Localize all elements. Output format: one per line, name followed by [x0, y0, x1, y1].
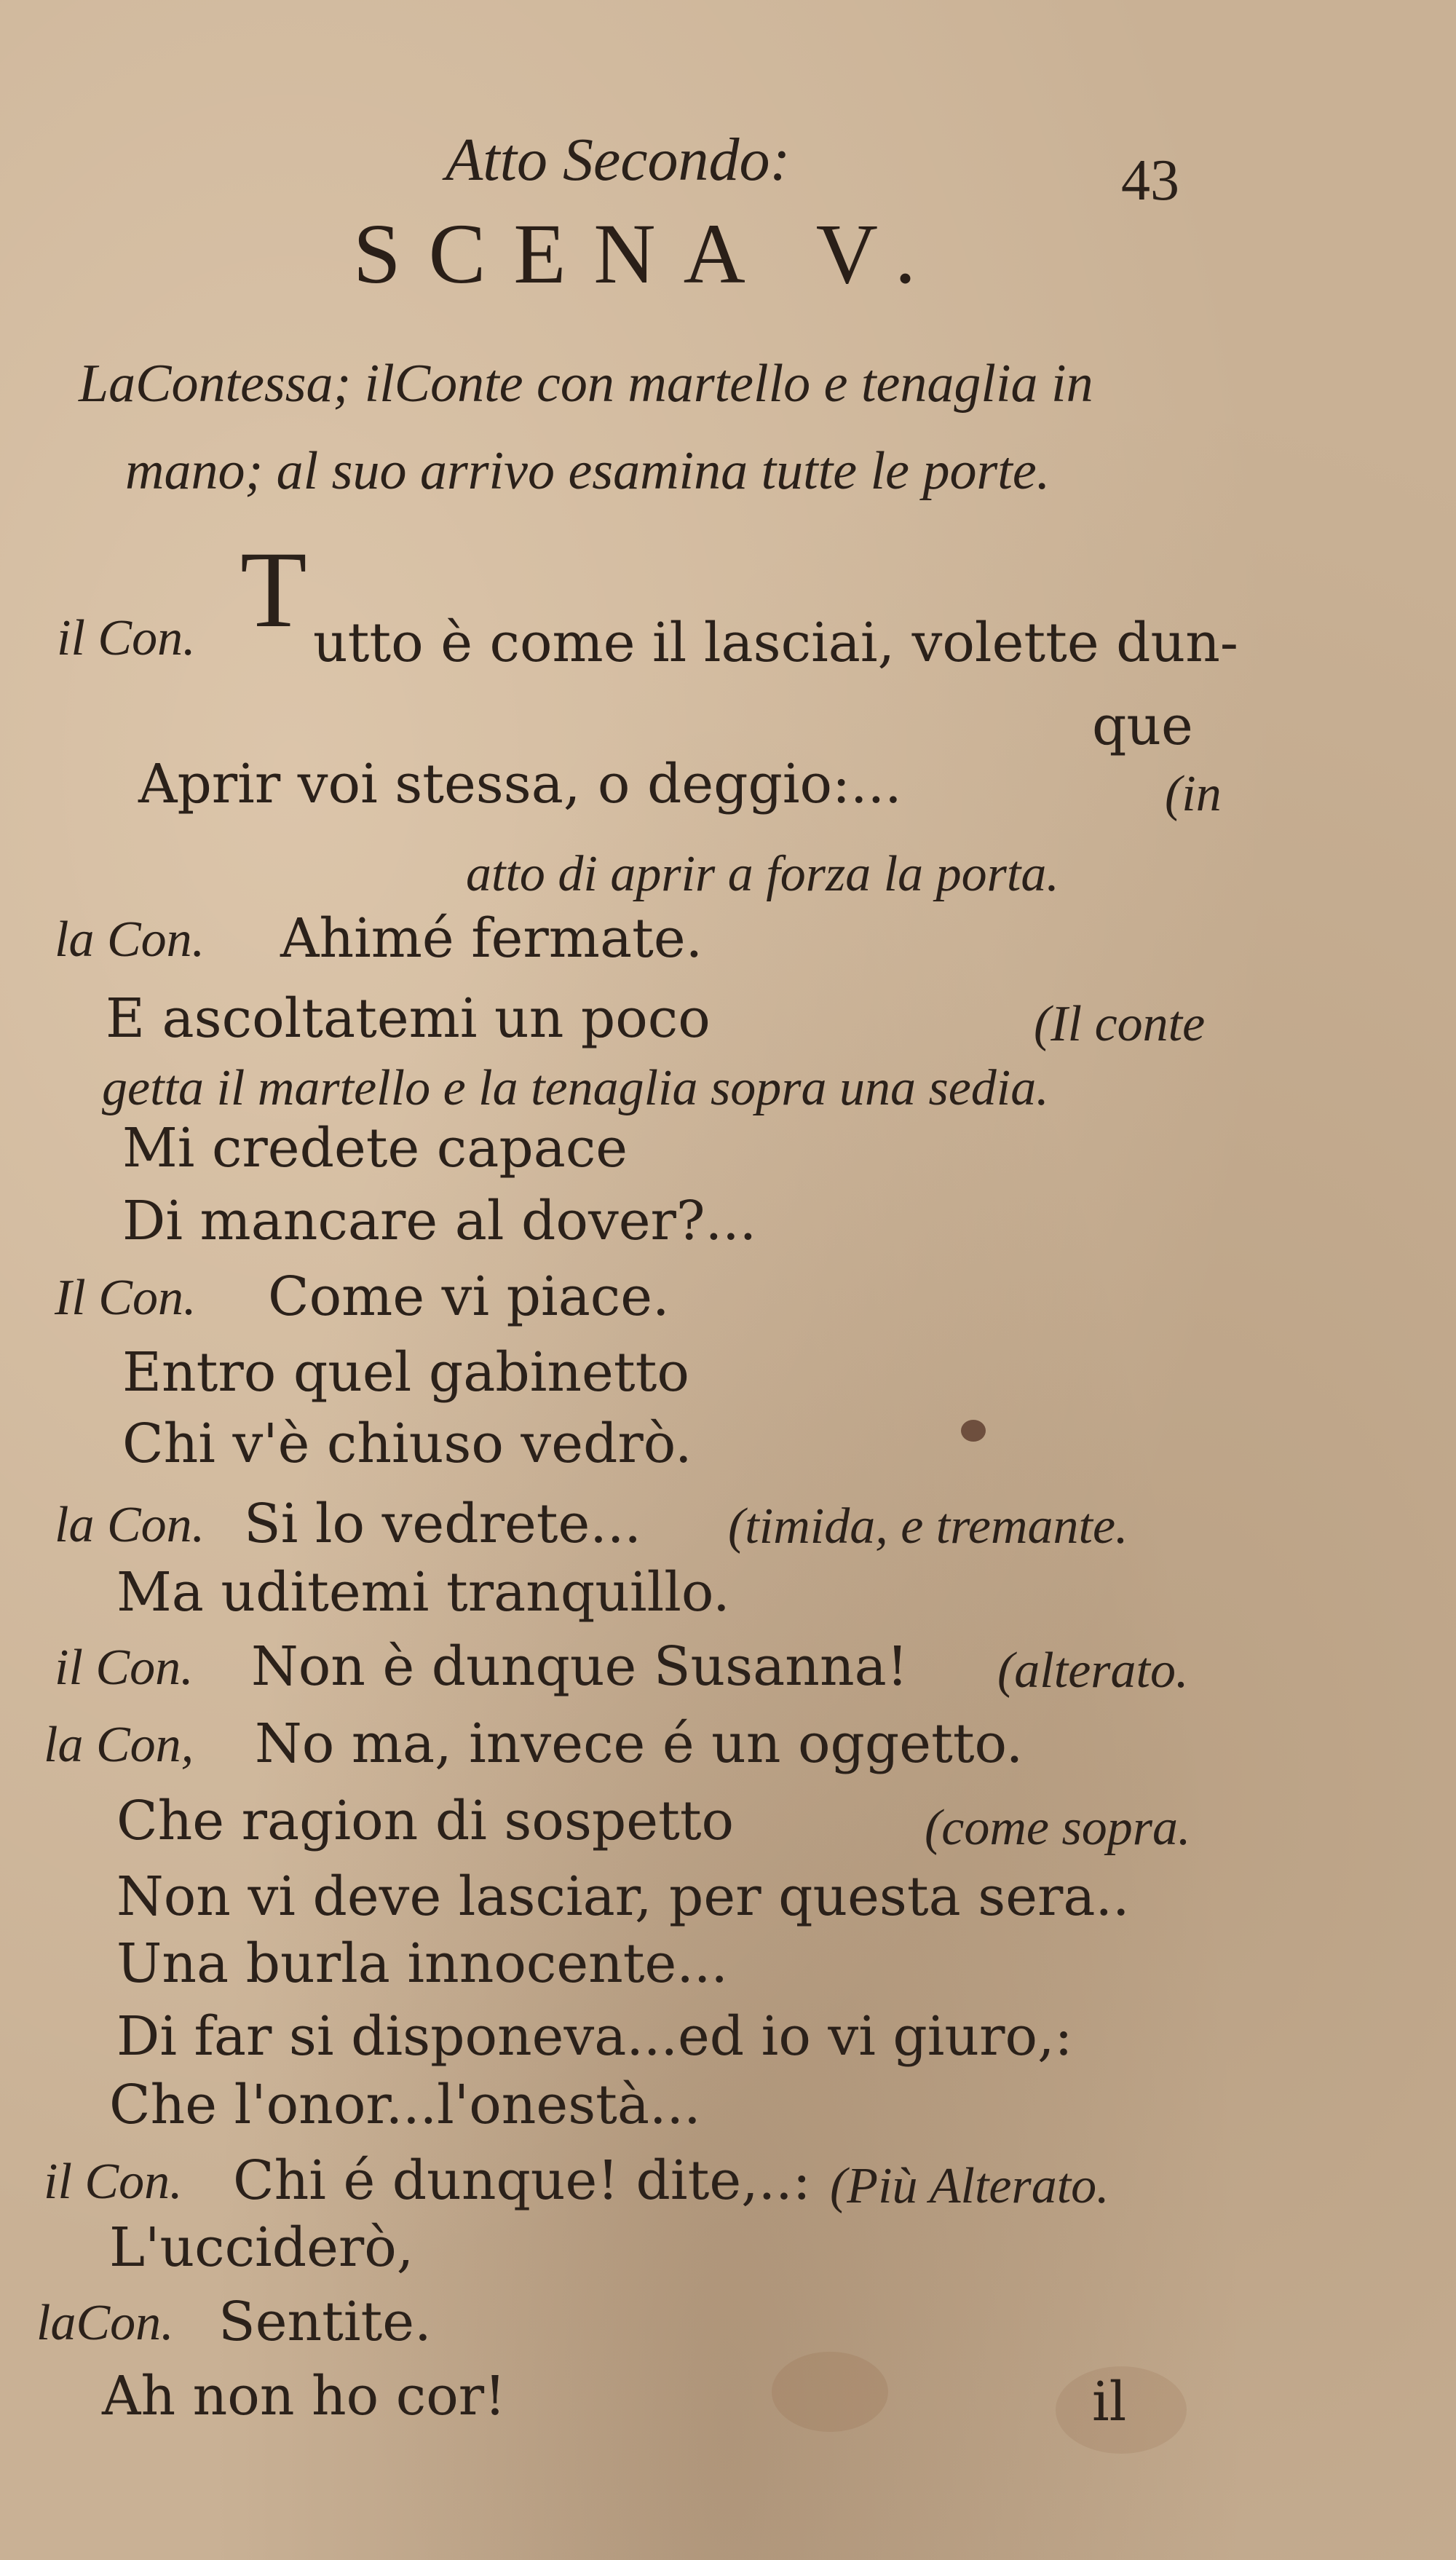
verse-line: L'ucciderò, [109, 2216, 414, 2279]
stage-direction: (come sopra. [925, 1800, 1191, 1856]
speaker-label: Il Con. [55, 1270, 197, 1326]
verse-line: Una burla innocente... [116, 1932, 728, 1995]
speaker-label: il Con. [57, 610, 196, 666]
speaker-label: la Con, [44, 1717, 194, 1773]
verse-line: Si lo vedrete... [244, 1493, 641, 1555]
drop-capital: T [240, 529, 307, 650]
stage-direction: (timida, e tremante. [728, 1498, 1128, 1554]
stage-direction: (alterato. [997, 1643, 1189, 1699]
speaker-label: il Con. [55, 1640, 194, 1696]
verse-line: Che l'onor...l'onestà... [109, 2074, 701, 2136]
stage-direction-intro: mano; al suo arrivo esamina tutte le porte. [125, 441, 1051, 501]
speaker-label: laCon. [36, 2295, 174, 2351]
verse-line: Aprir voi stessa, o deggio:... [138, 753, 902, 815]
verse-line: No ma, invece é un oggetto. [255, 1712, 1024, 1775]
verse-line: Di far si disponeva...ed io vi giuro,: [116, 2005, 1073, 2068]
verse-line: Di mancare al dover?... [122, 1190, 757, 1252]
verse-line: utto è come il lasciai, volette dun- [313, 612, 1238, 674]
speaker-label: la Con. [55, 1497, 205, 1553]
verse-line: Non vi deve lasciar, per questa sera.. [116, 1865, 1130, 1928]
verse-line: que [1092, 695, 1193, 757]
stage-direction: (in [1165, 766, 1222, 822]
paper-stain [772, 2352, 888, 2432]
stage-direction-intro: LaContessa; ilConte con martello e tenaglia in [79, 354, 1093, 414]
speaker-label: il Con. [44, 2154, 183, 2210]
stage-direction: getta il martello e la tenaglia sopra una sedia. [102, 1060, 1049, 1116]
running-title: Atto Secondo: [446, 126, 791, 194]
stage-direction: atto di aprir a forza la porta. [466, 846, 1059, 902]
verse-line: Ma uditemi tranquillo. [116, 1561, 730, 1624]
verse-line: Sentite. [218, 2291, 432, 2353]
verse-line: E ascoltatemi un poco [106, 987, 711, 1050]
stage-direction: (Il conte [1034, 996, 1206, 1052]
paper-stain [961, 1420, 986, 1442]
speaker-label: la Con. [55, 912, 205, 968]
verse-line: Come vi piace. [268, 1265, 670, 1328]
verse-line: Entro quel gabinetto [122, 1341, 689, 1404]
catchword: il [1092, 2371, 1127, 2433]
verse-line: Ah non ho cor! [102, 2365, 506, 2427]
page-number: 43 [1121, 149, 1179, 213]
verse-line: Non è dunque Susanna! [251, 1635, 909, 1698]
verse-line: Chi v'è chiuso vedrò. [122, 1413, 692, 1475]
verse-line: Ahimé fermate. [280, 907, 703, 970]
verse-line: Che ragion di sospetto [116, 1790, 735, 1852]
verse-line: Mi credete capace [122, 1117, 628, 1180]
stage-direction: (Più Alterato. [830, 2158, 1109, 2214]
scene-title: SCENA V. [353, 206, 944, 301]
verse-line: Chi é dunque! dite,..: [233, 2149, 811, 2212]
